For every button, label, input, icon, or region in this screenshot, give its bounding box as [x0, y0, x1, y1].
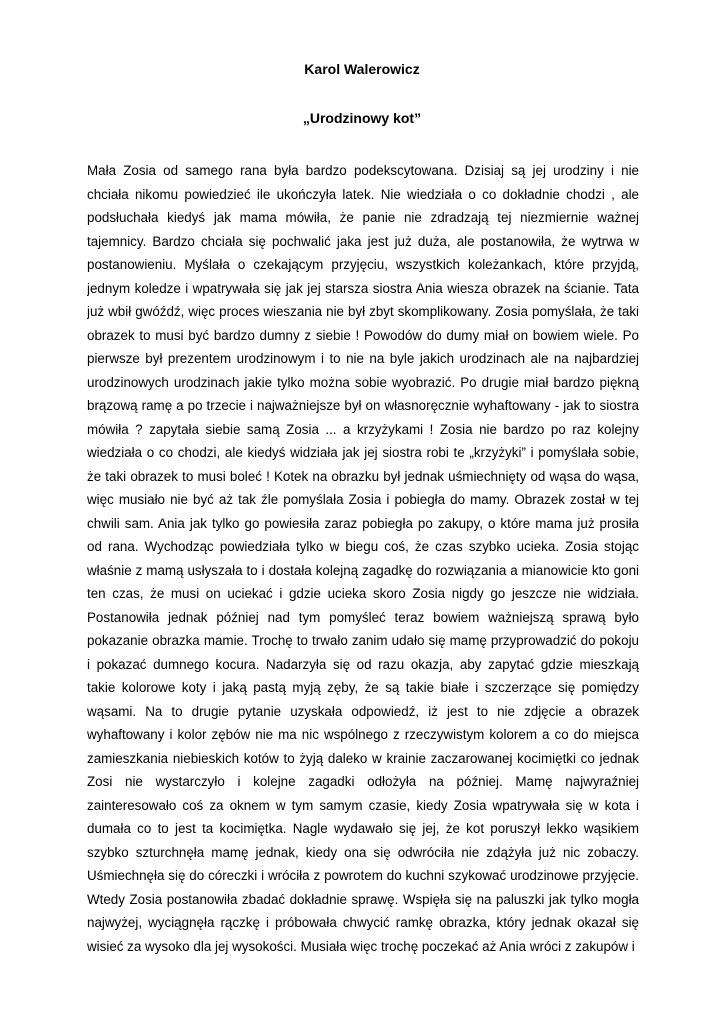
text-line: zainteresowało coś za oknem w tym samym czasie, kiedy Zosia wpatrywała się w kota i — [87, 797, 639, 813]
text-line: Postanowiła jednak później nad tym pomyśleć teraz bowiem ważniejszą sprawą było — [87, 609, 639, 625]
text-line: najwyżej, wyciągnęła rączkę i próbowała chwycić ramkę obrazka, który jednak okazał się — [87, 915, 639, 930]
text-line: tajemnicy. Bardzo chciała się pochwalić jaka jest już duża, ale postanowiła, że wytrwa w — [87, 233, 639, 249]
text-line: chwili sam. Ania jak tylko go powiesiła zaraz pobiegła po zakupy, o które mama już prosiła — [87, 515, 639, 531]
text-line: od rana. Wychodząc powiedziała tylko w biegu coś, że czas szybko ucieka. Zosia stojąc — [87, 539, 639, 554]
text-line: już wbił gwóźdź, więc proces wieszania nie był zbyt skomplikowany. Zosia pomyślała, że taki — [87, 304, 639, 319]
text-line: Wtedy Zosia postanowiła zbadać dokładnie sprawę. Wspięła się na paluszki jak tylko mogła — [87, 891, 639, 907]
text-line: mówiła ? zapytała siebie samą Zosia ... a krzyżykami ! Zosia nie bardzo po raz kolejny — [87, 421, 639, 437]
text-line: takie kolorowe koty i jaką pastą myją zęby, że są takie białe i szczerzące się pomiędzy — [87, 680, 639, 695]
text-line: wąsami. Na to drugie pytanie uzyskała odpowiedź, iż jest to nie zdjęcie a obrazek — [87, 703, 639, 719]
text-line: urodzinowych urodzinach jakie tylko można sobie wyobrazić. Po drugie miał bardzo piękną — [87, 374, 639, 390]
author-name: Karol Walerowicz — [304, 61, 420, 77]
text-line: chciała nikomu powiedzieć ile ukończyła latek. Nie wiedziała o co dokładnie chodzi , ale — [87, 186, 639, 202]
text-line: że taki obrazek to musi boleć ! Kotek na obrazku był jednak uśmiechnięty od wąsa do wąsa, — [87, 468, 639, 484]
text-line: Uśmiechnęła się do córeczki i wróciła z powrotem do kuchni szykować urodzinowe przyjęcie. — [87, 868, 639, 883]
text-line: wisieć za wysoko dla jej wysokości. Musiała więc trochę poczekać aż Ania wróci z zakupów i — [87, 938, 635, 954]
text-line: właśnie z mamą usłyszała to i dostała kolejną zagadkę do rozwiązania a mianowicie kto goni — [87, 562, 639, 578]
text-line: pokazanie obrazka mamie. Trochę to trwało zanim udało się mamę przyprowadzić do pokoju — [87, 633, 639, 648]
text-line: wyhaftowany i kolor zębów nie ma nic wspólnego z rzeczywistym kolorem a co do miejsca — [87, 727, 639, 742]
story-title: „Urodzinowy kot” — [302, 110, 422, 126]
text-line: Mała Zosia od samego rana była bardzo podekscytowana. Dzisiaj są jej urodziny i nie — [87, 163, 639, 178]
text-line: brązową ramę a po trzecie i najważniejsze był on własnoręcznie wyhaftowany - jak to siostra — [87, 398, 639, 413]
text-line: wiedziała o co chodzi, ale kiedyś widziała jak jej siostra robi te „krzyżyki” i pomyślała sobie, — [87, 445, 639, 460]
text-line: dumała co to jest ta kocimiętka. Nagle wydawało się jej, że kot poruszył lekko wąsikiem — [87, 821, 639, 836]
text-line: podsłuchała kiedyś jak mama mówiła, że panie nie zdradzają tej niezmiernie ważnej — [87, 210, 639, 225]
text-line: Zosi nie wystarczyło i kolejne zagadki odłożyła na później. Mamę najwyraźniej — [87, 774, 639, 789]
text-line: zamieszkania niebieskich kotów to żyją daleko w krainie zaczarowanej kocimiętki co jednak — [87, 750, 639, 766]
text-line: obrazek to musi być bardzo dumny z siebie ! Powodów do dumy miał on bowiem wiele. Po — [87, 327, 639, 343]
text-line: więc musiało nie być aż tak źle pomyślała Zosia i pobiegła do mamy. Obrazek został w tej — [87, 492, 639, 507]
text-line: ten czas, że musi on uciekać i gdzie ucieka skoro Zosia nigdy go jeszcze nie widziała. — [87, 586, 639, 601]
text-line: pierwsze był prezentem urodzinowym i to nie na byle jakich urodzinach ale na najbardziej — [87, 351, 639, 366]
text-line: szybko szturchnęła mamę jednak, kiedy ona się odwróciła nie zdążyła już nic zobaczy. — [87, 844, 639, 860]
text-line: postanowieniu. Myślała o czekającym przyjęciu, wszystkich koleżankach, które przyjdą, — [87, 257, 639, 272]
story-body — [87, 159, 639, 958]
text-line: i pokazać dumnego kocura. Nadarzyła się od razu okazja, aby zapytać gdzie mieszkają — [87, 656, 639, 672]
text-line: jednym koledze i wpatrywała się jak jej starsza siostra Ania wiesza obrazek na ścianie. Tata — [87, 280, 639, 296]
